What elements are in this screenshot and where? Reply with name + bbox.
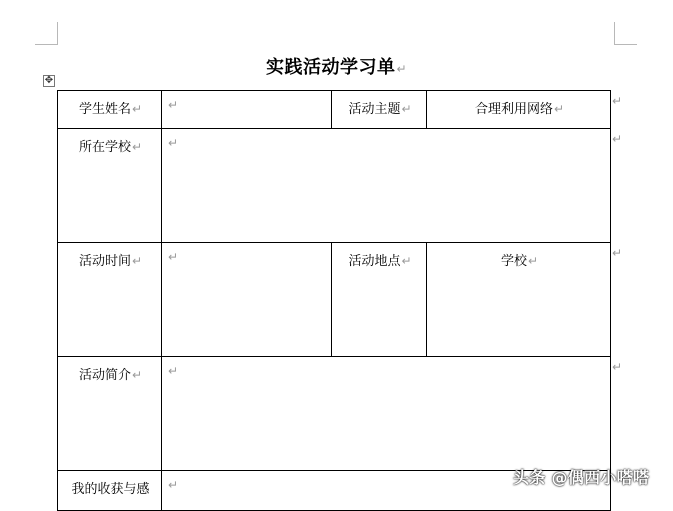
table-row xyxy=(58,91,611,129)
cell-school-value[interactable] xyxy=(162,129,611,243)
cell-text: 学校 xyxy=(500,254,527,269)
cell-activity-intro-value[interactable] xyxy=(162,357,611,471)
paragraph-mark-icon: ↵ xyxy=(168,250,179,264)
cell-text: 活动时间 xyxy=(78,254,131,269)
paragraph-mark-icon: ↵ xyxy=(168,478,179,492)
paragraph-mark-icon: ↵ xyxy=(396,62,408,76)
page-corner-top-right xyxy=(614,22,637,45)
cell-activity-time-label[interactable] xyxy=(58,243,162,357)
cell-text: 合理利用网络 xyxy=(474,102,553,117)
cell-activity-time-value[interactable] xyxy=(162,243,332,357)
document-title[interactable] xyxy=(0,53,673,79)
row-end-mark-icon: ↵ xyxy=(612,94,623,108)
paragraph-mark-icon: ↵ xyxy=(168,98,179,112)
table-row xyxy=(58,243,611,357)
row-end-mark-icon: ↵ xyxy=(612,360,623,374)
page-corner-top-left xyxy=(35,22,58,45)
cell-activity-theme-label[interactable] xyxy=(332,91,427,129)
watermark: 头条 @偶西小嗒嗒 xyxy=(513,468,650,487)
table-row xyxy=(58,129,611,243)
paragraph-mark-icon: ↵ xyxy=(131,254,143,268)
title-text: 实践活动学习单 xyxy=(265,57,396,78)
cell-student-name-label[interactable] xyxy=(58,91,162,129)
row-end-mark-icon: ↵ xyxy=(612,246,623,260)
paragraph-mark-icon: ↵ xyxy=(168,364,179,378)
cell-text: 活动简介 xyxy=(78,368,131,383)
cell-activity-location-value[interactable] xyxy=(427,243,611,357)
paragraph-mark-icon: ↵ xyxy=(553,102,565,116)
cell-activity-theme-value[interactable] xyxy=(427,91,611,129)
cell-student-name-value[interactable] xyxy=(162,91,332,129)
cell-text: 活动地点 xyxy=(348,254,401,269)
paragraph-mark-icon: ↵ xyxy=(168,136,179,150)
paragraph-mark-icon: ↵ xyxy=(401,254,412,268)
paragraph-mark-icon: ↵ xyxy=(527,254,539,268)
paragraph-mark-icon: ↵ xyxy=(131,140,143,154)
table-move-handle-icon[interactable]: ✥ xyxy=(44,75,54,86)
paragraph-mark-icon: ↵ xyxy=(131,102,143,116)
cell-text: 所在学校 xyxy=(78,140,131,155)
cell-school-label[interactable] xyxy=(58,129,162,243)
cell-activity-location-label[interactable] xyxy=(332,243,427,357)
table-row xyxy=(58,357,611,471)
cell-activity-intro-label[interactable] xyxy=(58,357,162,471)
worksheet-table xyxy=(57,90,611,511)
cell-text: 活动主题 xyxy=(348,102,401,117)
cell-gains-label[interactable] xyxy=(58,471,162,511)
paragraph-mark-icon: ↵ xyxy=(131,368,143,382)
paragraph-mark-icon: ↵ xyxy=(401,102,412,116)
row-end-mark-icon: ↵ xyxy=(612,132,623,146)
cell-text: 我的收获与感 xyxy=(71,482,150,497)
cell-text: 学生姓名 xyxy=(78,102,131,117)
